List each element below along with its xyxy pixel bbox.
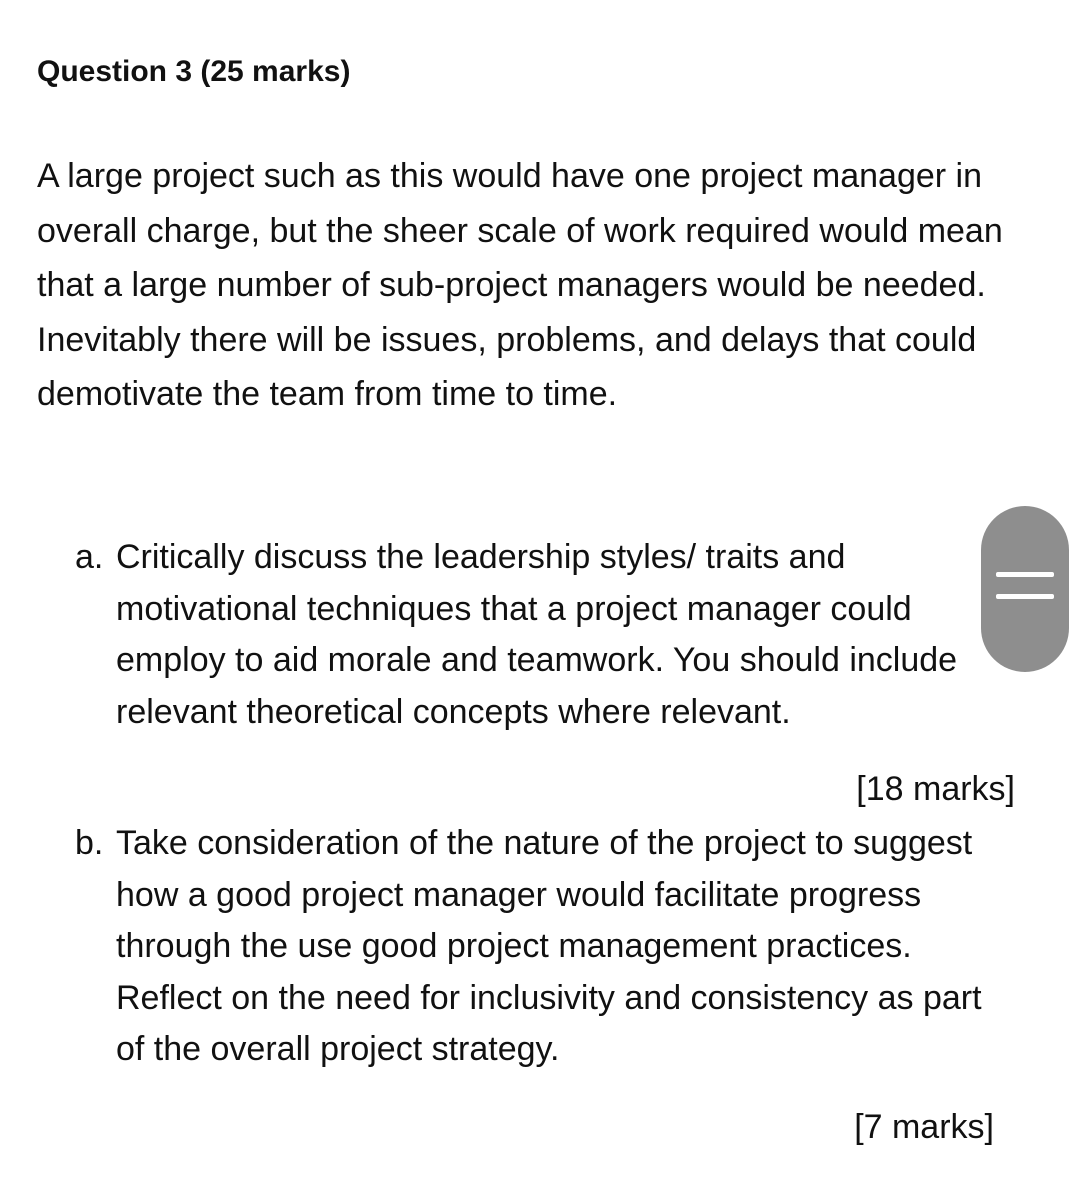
part-a-text: Critically discuss the leadership styles/ traits and motivational techniques that a project manager could employ to aid morale and teamwork. You should include relevant theoretical concepts where relevant. xyxy=(116,538,958,731)
part-a-letter: a. xyxy=(75,538,104,576)
question-intro: A large project such as this would have one project manager in overall charge, but the sheer scale of work required would mean that a large number of sub-project managers would be needed. Inevitably there will be issues, problems, and delays that could demotivate the team from time to time. xyxy=(37,157,1003,413)
part-b xyxy=(75,818,1015,1076)
part-a-marks: [18 marks] xyxy=(856,770,1015,808)
part-b-text: Take consideration of the nature of the project to suggest how a good project manager would facilitate progress through the use good project management practices. Reflect on the need for inclusivity and consistency as part of the overall project strategy. xyxy=(116,824,982,1068)
scroll-drag-handle[interactable] xyxy=(981,506,1069,672)
part-b-letter: b. xyxy=(75,824,104,862)
part-a xyxy=(75,532,1015,738)
part-b-marks: [7 marks] xyxy=(854,1108,994,1146)
question-title: Question 3 (25 marks) xyxy=(37,55,351,88)
